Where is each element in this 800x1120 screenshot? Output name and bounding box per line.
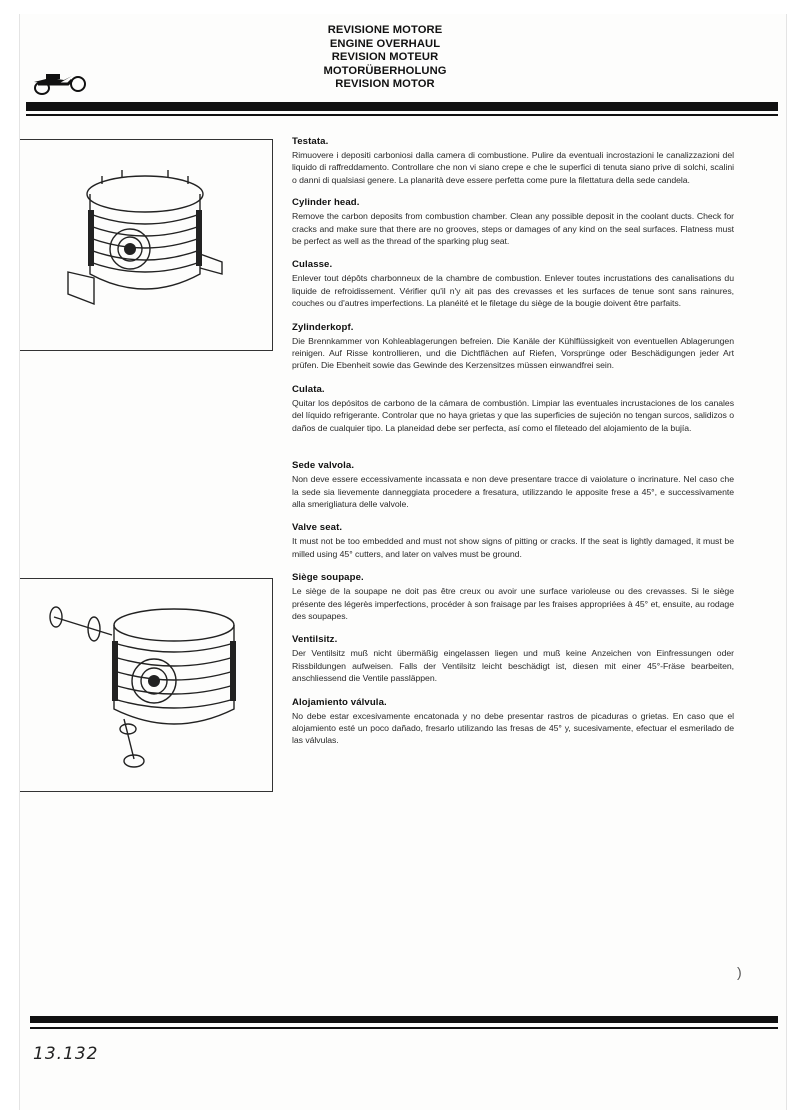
section-body: No debe estar excesivamente encatonada y no debe presentar rastros de picaduras o grietas. En caso que el alojamiento esté un poco dañado, fresarlo utilizando las fresas de 45° y, sucesivamente, efectuar el esmerilado de las válvulas. [292,710,734,746]
section-zylinderkopf [292,322,734,372]
section-culata [292,384,734,434]
section-culasse [292,259,734,309]
section-title: Culasse. [292,259,333,271]
valve-seat-illustration [34,589,264,789]
section-body: Le siège de la soupape ne doit pas être creux ou avoir une surface varioleuse ou des crevasses. Si le siège présente des légerès imperfections, procéder à son fraisage par les fraises appropriées à 45° et, ensuite, au rodage des soupapes. [292,586,734,621]
footer-rule [30,1016,778,1029]
section-title: Testata. [292,136,329,147]
section-title: Sede valvola. [292,460,355,472]
cylinder-head-illustration [60,154,230,319]
section-title: Cylinder head. [292,197,360,209]
section-body: Rimuovere i depositi carboniosi dalla camera di combustione. Pulire da eventuali incrostazioni le canalizzazioni del liquido di raffreddamento. Controllare che non vi siano crepe e che le superfici di tenuta siano prive di solchi, scalini o danni di qualsiasi genere. La planarità deve essere perfetta come pure la filettatura della sede candela. [292,150,734,185]
section-title: Culata. [292,383,325,395]
section-title: Zylinderkopf. [292,321,354,333]
motorcycle-logo-icon [28,62,98,102]
margin-mark: ) [737,964,742,980]
text-column [292,136,734,747]
section-body: Non deve essere eccessivamente incassata e non deve presentare tracce di vaiolature o incrinature. Nel caso che la sede sia lievemente danneggiata procedere a fresatura, utilizzando le apposite frese a 45°, e successivamente alla smerigliatura delle valvole. [292,474,734,509]
section-ventilsitz [292,634,734,684]
section-title: Valve seat. [292,522,343,534]
header-title-fr: REVISION MOTEUR [331,51,439,63]
header-title-it: REVISIONE MOTORE [327,24,443,36]
section-title: Ventilsitz. [292,634,338,646]
document-page [19,14,787,1110]
section-title: Siège soupape. [292,572,364,584]
section-title: Alojamiento válvula. [292,696,387,708]
section-body: Die Brennkammer von Kohleablagerungen befreien. Die Kanäle der Kühlflüssigkeit von eventuellen Ablagerungen reinigen. Auf Risse kontrollieren, und die Dichtflächen auf Riefen, Vorsprünge oder Beschädigungen jeder Art prüfen. Die Ebenheit sowie das Gewinde des Kerzensitzes müssen einwandfrei sein. [292,335,734,371]
header-rule [26,102,778,116]
section-cylinder-head [292,197,734,247]
section-valve-seat [292,522,734,560]
section-sede-valvola [292,460,734,510]
section-body: Der Ventilsitz muß nicht übermäßig eingelassen liegen und muß keine Anzeichen von Einfressungen oder Rissbildungen aufweisen. Falls der Ventilsitz leicht beschädigt ist, diesen mit einer 45°-Fräse bearbeiten, anschliessend die Ventile passläppen. [292,648,734,684]
section-testata [292,136,734,186]
header-title-en: ENGINE OVERHAUL [329,37,441,50]
page-header [310,24,460,92]
section-body: Remove the carbon deposits from combustion chamber. Clean any possible deposit in the coolant ducts. Check for cracks and make sure that there are no grooves, steps or damages of any kind on the seal surfaces. Flatness must be perfect as well as the thread of the sparking plug seat. [292,211,734,247]
page-number: 13.132 [33,1044,99,1064]
section-body: It must not be too embedded and must not show signs of pitting or cracks. If the seat is lightly damaged, it must be milled using 45° cutters, and later on valves must be ground. [292,536,734,559]
section-body: Quitar los depósitos de carbono de la cámara de combustión. Limpiar las eventuales incrustaciones de los canales del líquido refrigerante. Controlar que no haya grietas y que las superficies de sujeción no tengan surcos, salidizos o daños de cualquier tipo. La planeidad debe ser perfecta, así como el fileteado del alojamiento de la bujía. [292,397,734,433]
section-alojamiento-valvula [292,697,734,747]
header-title-es: REVISION MOTOR [335,78,435,90]
section-body: Enlever tout dépôts charbonneux de la chambre de combustion. Enlever toutes incrustations des canalisations du liquide de refroidissement. Vérifier qu'il n'y ait pas des crevasses et les surfaces de tenue sont sans rainures, couches ou d'autres imperfections. La planéité et le filetage du siège de la bougie doivent être parfaits. [292,273,734,309]
header-title-de: MOTORÜBERHOLUNG [323,64,447,77]
section-siege-soupape [292,572,734,622]
